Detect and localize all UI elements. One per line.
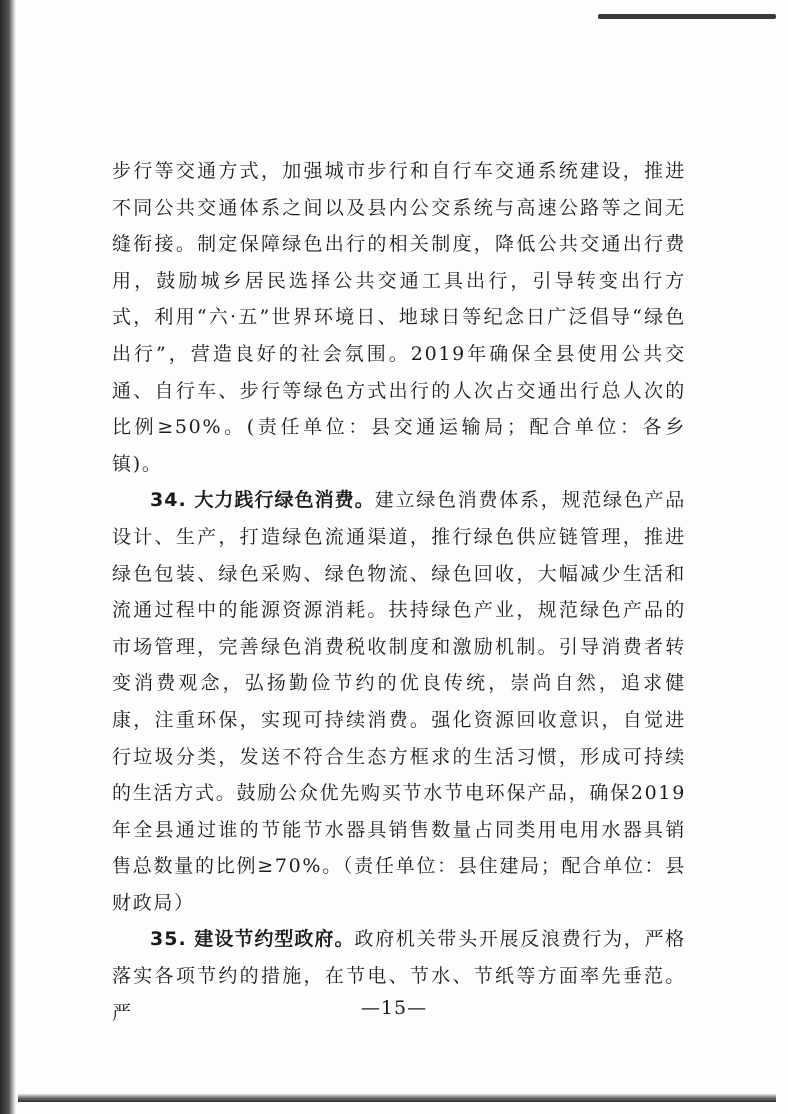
paragraph-item-34 (112, 482, 686, 921)
scan-top-mark (598, 14, 776, 19)
document-body (112, 153, 686, 1031)
scan-bottom-edge (18, 1094, 776, 1102)
paragraph-text: 政府机关带头开展反浪费行为，严格落实各项节约的措施，在节电、节水、节纸等方面率先垂范。严 (112, 928, 686, 1024)
paragraph-text: 步行等交通方式，加强城市步行和自行车交通系统建设，推进不同公共交通体系之间以及县内公交系统与高速公路等之间无缝衔接。制定保障绿色出行的相关制度，降低公共交通出行费用，鼓励城乡居民选择公共交通工具出行，引导转变出行方式，利用“六·五”世界环境日、地球日等纪念日广泛倡导“绿色出行”，营造良好的社会氛围。2019年确保全县使用公共交通、自行车、步行等绿色方式出行的人次占交通出行总人次的比例≥50%。(责任单位：县交通运输局；配合单位：各乡镇)。 (112, 160, 686, 475)
page-number: —15— (360, 997, 428, 1019)
paragraph-text: 建立绿色消费体系，规范绿色产品设计、生产，打造绿色流通渠道，推行绿色供应链管理，推进绿色包装、绿色采购、绿色物流、绿色回收，大幅减少生活和流通过程中的能源资源消耗。扶持绿色产业，规范绿色产品的市场管理，完善绿色消费税收制度和激励机制。引导消费者转变消费观念，弘扬勤俭节约的优良传统，崇尚自然，追求健康，注重环保，实现可持续消费。强化资源回收意识，自觉进行垃圾分类，发送不符合生态方框求的生活习惯，形成可持续的生活方式。鼓励公众优先购买节水节电环保产品，确保2019年全县通过谁的节能节水器具销售数量占同类用电用水器具销售总数量的比例≥70%。（责任单位：县住建局；配合单位：县财政局） (112, 489, 686, 914)
paragraph-continuation (112, 153, 686, 482)
paragraph-heading: 35. 建设节约型政府。 (150, 928, 355, 951)
scan-left-edge (0, 0, 16, 1114)
paragraph-heading: 34. 大力践行绿色消费。 (150, 489, 375, 512)
